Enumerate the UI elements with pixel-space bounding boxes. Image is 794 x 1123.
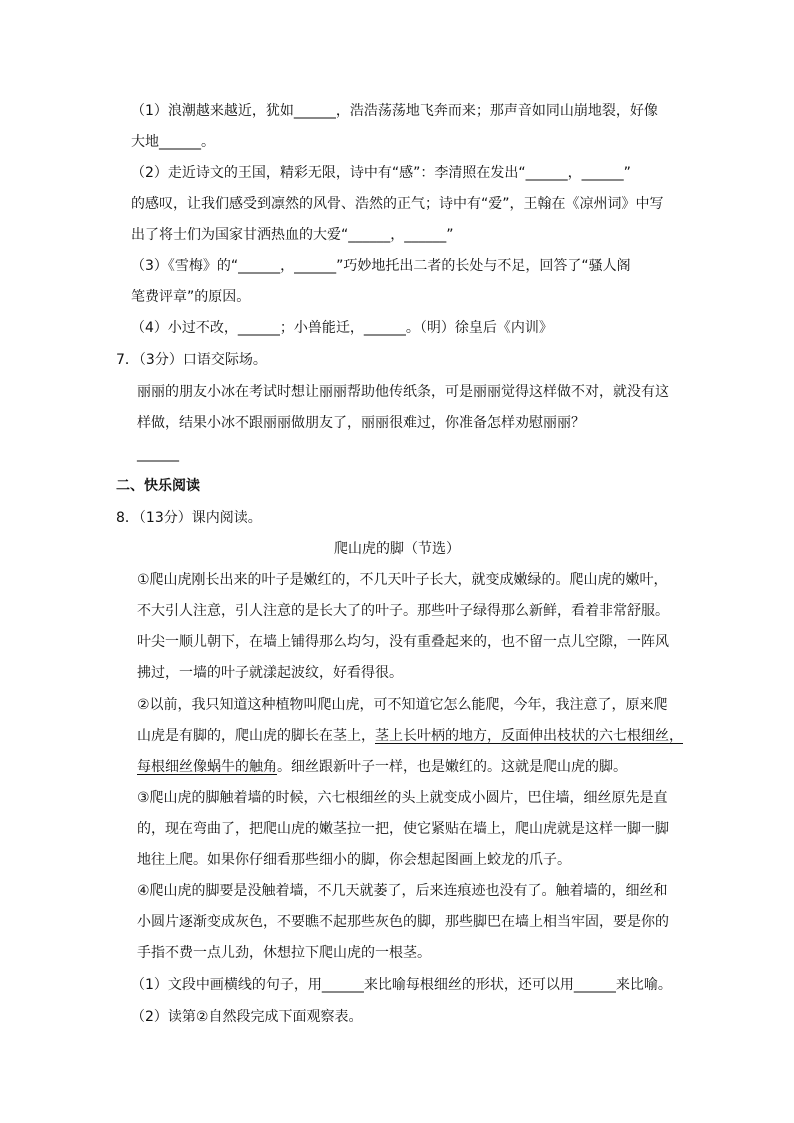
q6-sub3-line1: （3）《雪梅》的“______，______”巧妙地托出二者的长处与不足，回答了“骚人阁 (131, 258, 631, 274)
q7-prompt-line2: 样做，结果小冰不跟丽丽做朋友了，丽丽很难过，你准备怎样劝慰丽丽？ (137, 415, 585, 431)
passage-p3-line2: 的，现在弯曲了，把爬山虎的嫩茎拉一把，使它紧贴在墙上，爬山虎就是这样一脚一脚 (137, 821, 669, 837)
passage-p3-line1: ③爬山虎的脚触着墙的时候，六七根细丝的头上就变成小圆片，巴住墙，细丝原先是直 (137, 790, 668, 806)
q6-sub4-line: （4）小过不改，______；小兽能迁，______。（明）徐皇后《内训》 (131, 320, 553, 336)
passage-p4-line1: ④爬山虎的脚要是没触着墙，不几天就萎了，后来连痕迹也没有了。触着墙的，细丝和 (137, 883, 668, 899)
passage-p4-line2: 小圆片逐渐变成灰色，不要瞧不起那些灰色的脚，那些脚巴在墙上相当牢固，要是你的 (137, 914, 669, 930)
q7-heading: 7．（3分）口语交际场。 (116, 352, 267, 368)
passage-p4-line3: 手指不费一点儿劲，休想拉下爬山虎的一根茎。 (137, 945, 431, 961)
underlined-sentence-part2: 每根细丝像蜗牛的触角 (137, 759, 277, 775)
q8-sub1: （1）文段中画横线的句子，用______来比喻每根细丝的形状，还可以用______来比喻。 (131, 977, 672, 993)
section-heading-reading: 二、快乐阅读 (116, 478, 200, 494)
passage-p2-line2-plain: 山虎是有脚的，爬山虎的脚长在茎上， (137, 728, 375, 744)
passage-p1-line3: 叶尖一顺儿朝下，在墙上铺得那么均匀，没有重叠起来的，也不留一点儿空隙，一阵风 (137, 634, 669, 650)
passage-title: 爬山虎的脚（节选） (334, 541, 460, 557)
passage-p1-line2: 不大引人注意，引人注意的是长大了的叶子。那些叶子绿得那么新鲜，看着非常舒服。 (137, 603, 669, 619)
passage-p2-line1: ②以前，我只知道这种植物叫爬山虎，可不知道它怎么能爬，今年，我注意了，原来爬 (137, 697, 668, 713)
passage-p2-line2 (137, 726, 683, 746)
passage-p2-line3-plain: 。细丝跟新叶子一样，也是嫩红的。这就是爬山虎的脚。 (277, 759, 627, 775)
passage-p1-line1: ①爬山虎刚长出来的叶子是嫩红的，不几天叶子长大，就变成嫩绿的。爬山虎的嫩叶， (137, 572, 668, 588)
passage-p2-line3 (137, 757, 627, 777)
q6-sub2-line2: 的感叹，让我们感受到凛然的风骨、浩然的正气；诗中有“爱”，王翰在《凉州词》中写 (131, 196, 664, 212)
passage-p1-line4: 拂过，一墙的叶子就漾起波纹，好看得很。 (137, 665, 403, 681)
q7-answer-blank: ______ (137, 446, 179, 462)
underlined-sentence-part1: 茎上长叶柄的地方，反面伸出枝状的六七根细丝， (375, 728, 683, 744)
q6-sub1-line1: （1）浪潮越来越近，犹如______，浩浩荡荡地飞奔而来；那声音如同山崩地裂，好像 (131, 103, 658, 119)
q6-sub2-line3: 出了将士们为国家甘洒热血的大爱“______，______” (131, 227, 454, 243)
q8-sub2: （2）读第②自然段完成下面观察表。 (131, 1009, 363, 1025)
passage-p3-line3: 地往上爬。如果你仔细看那些细小的脚，你会想起图画上蛟龙的爪子。 (137, 852, 571, 868)
q6-sub2-line1: （2）走近诗文的王国，精彩无限，诗中有“感”：李清照在发出“______，______” (131, 165, 631, 181)
q8-heading: 8．（13分）课内阅读。 (116, 510, 262, 526)
q6-sub1-line2: 大地______。 (131, 134, 215, 150)
q6-sub3-line2: 笔费评章”的原因。 (131, 289, 251, 305)
q7-prompt-line1: 丽丽的朋友小冰在考试时想让丽丽帮助他传纸条，可是丽丽觉得这样做不对，就没有这 (137, 384, 669, 400)
